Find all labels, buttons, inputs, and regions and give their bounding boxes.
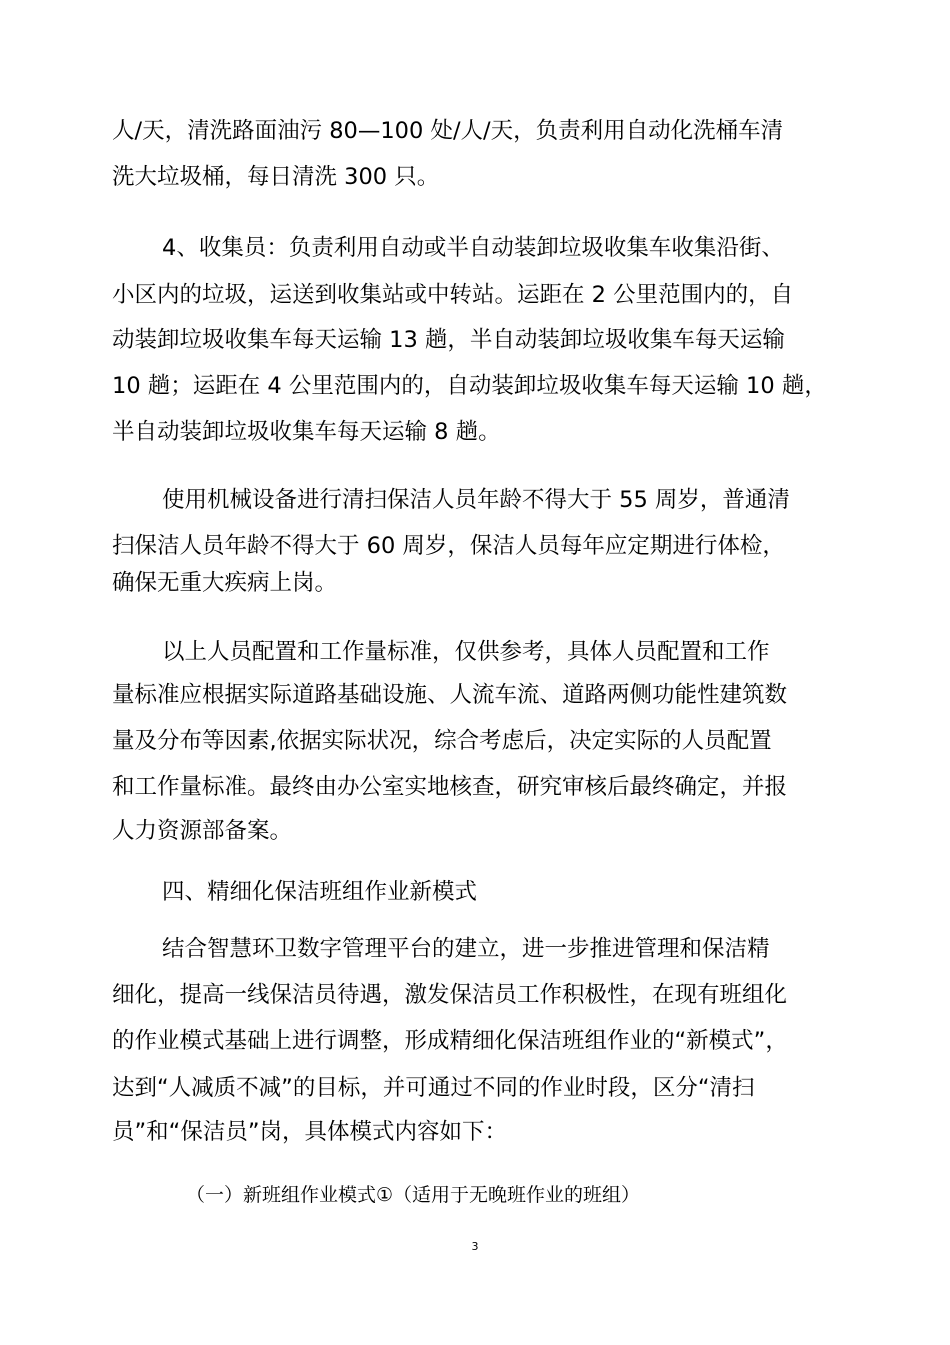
body-text-line: 量及分布等因素,依据实际状况，综合考虑后，决定实际的人员配置 <box>112 728 772 754</box>
subsection-heading: （一）新班组作业模式①（适用于无晚班作业的班组） <box>186 1184 641 1206</box>
body-text-line: 达到“人减质不减”的目标，并可通过不同的作业时段，区分“清扫 <box>112 1075 755 1101</box>
body-text-line: 员”和“保洁员”岗，具体模式内容如下： <box>112 1119 507 1145</box>
body-text-line: 人/天，清洗路面油污 80—100 处/人/天，负责利用自动化洗桶车清 <box>112 118 784 144</box>
section-heading: 四、精细化保洁班组作业新模式 <box>162 879 478 905</box>
body-text-line: 以上人员配置和工作量标准，仅供参考，具体人员配置和工作 <box>162 639 770 665</box>
body-text-line: 小区内的垃圾，运送到收集站或中转站。运距在 2 公里范围内的，自 <box>112 282 794 308</box>
body-text-line: 10 趟；运距在 4 公里范围内的，自动装卸垃圾收集车每天运输 10 趟， <box>112 373 827 399</box>
body-text-line: 扫保洁人员年龄不得大于 60 周岁，保洁人员每年应定期进行体检， <box>112 533 785 559</box>
body-text-line: 使用机械设备进行清扫保洁人员年龄不得大于 55 周岁，普通清 <box>162 487 790 513</box>
body-text-line: 确保无重大疾病上岗。 <box>112 570 338 596</box>
body-text-line: 人力资源部备案。 <box>112 818 293 844</box>
body-text-line: 的作业模式基础上进行调整，形成精细化保洁班组作业的“新模式”， <box>112 1028 788 1054</box>
body-text-line: 量标准应根据实际道路基础设施、人流车流、道路两侧功能性建筑数 <box>112 682 788 708</box>
page-number: 3 <box>471 1240 479 1253</box>
body-text-line: 洗大垃圾桶，每日清洗 300 只。 <box>112 164 440 190</box>
body-text-line: 4、收集员：负责利用自动或半自动装卸垃圾收集车收集沿街、 <box>162 235 784 261</box>
body-text-line: 半自动装卸垃圾收集车每天运输 8 趟。 <box>112 419 501 445</box>
body-text-line: 和工作量标准。最终由办公室实地核查，研究审核后最终确定，并报 <box>112 774 788 800</box>
body-text-line: 结合智慧环卫数字管理平台的建立，进一步推进管理和保洁精 <box>162 936 770 962</box>
body-text-line: 动装卸垃圾收集车每天运输 13 趟，半自动装卸垃圾收集车每天运输 <box>112 327 785 353</box>
body-text-line: 细化，提高一线保洁员待遇，激发保洁员工作积极性，在现有班组化 <box>112 982 788 1008</box>
